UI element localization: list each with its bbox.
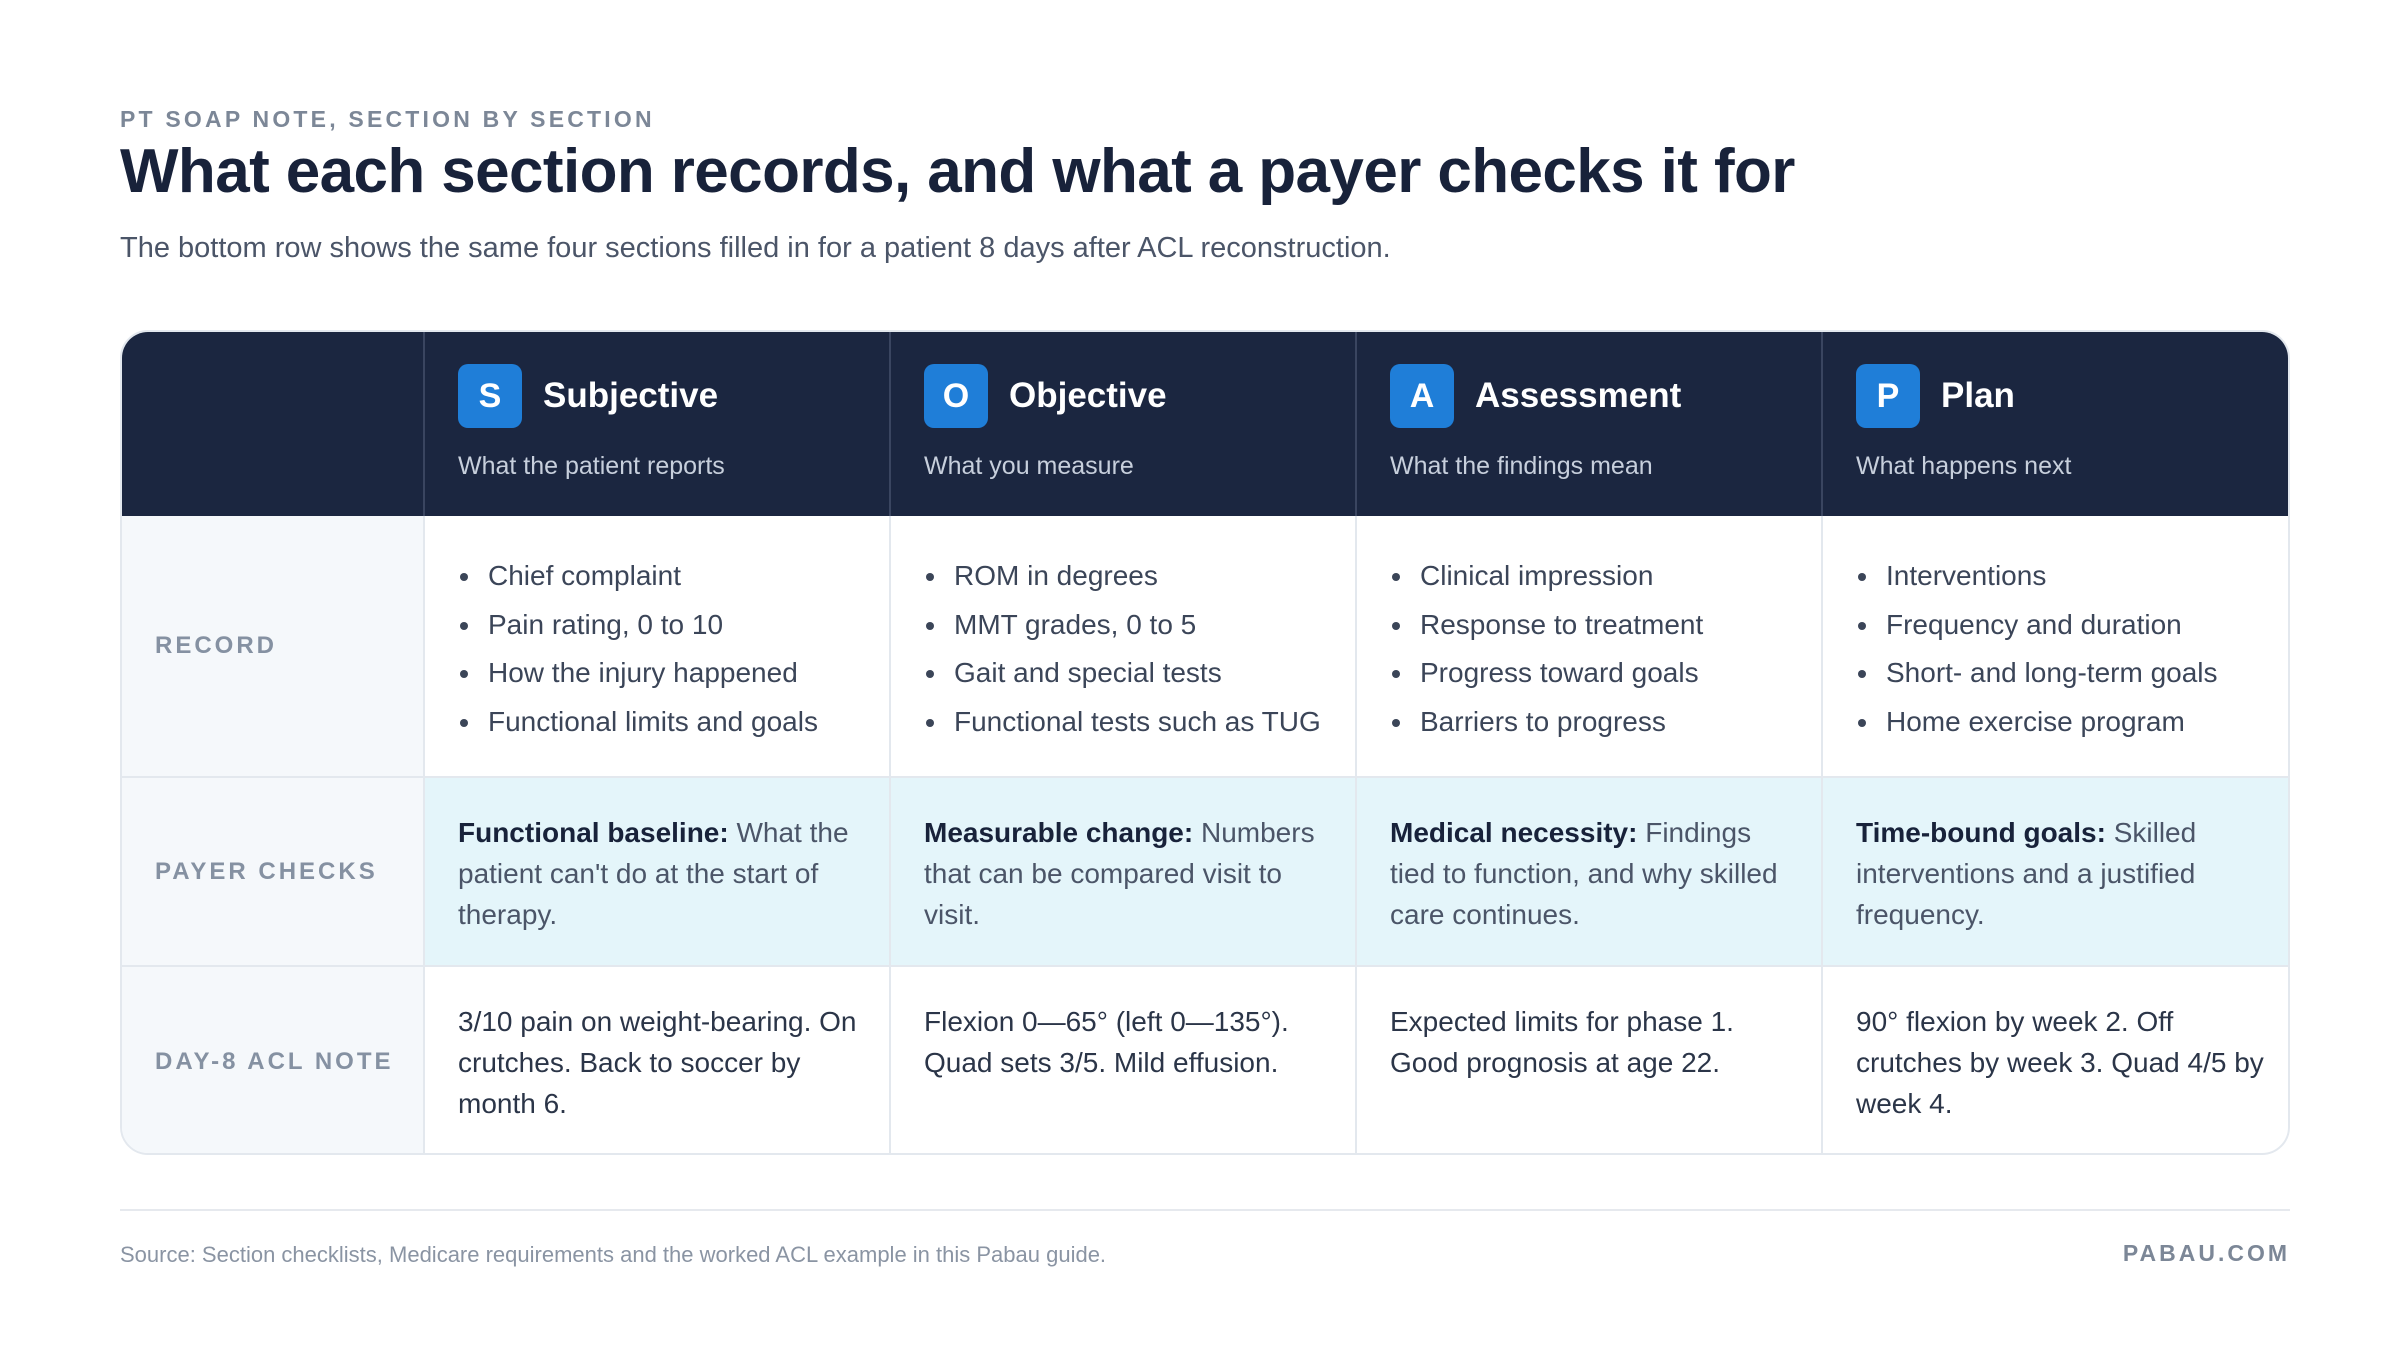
brand-link[interactable]: PABAU.COM <box>2122 1240 2290 1266</box>
soap-table <box>120 330 2290 1155</box>
subjective-letter-badge: S <box>458 364 522 428</box>
page <box>120 0 2290 1354</box>
list-item: Progress toward goals <box>1392 649 1821 698</box>
list-item: Gait and special tests <box>926 649 1355 698</box>
column-header-plan <box>1823 332 2290 516</box>
list-item: Barriers to progress <box>1392 698 1821 747</box>
column-header-assessment <box>1357 332 1823 516</box>
note-cell-assessment: Expected limits for phase 1. Good prognosis at age 22. <box>1357 967 1823 1155</box>
payer-cell-objective <box>891 778 1357 967</box>
page-title: What each section records, and what a payer checks it for <box>120 137 1795 206</box>
payer-check-title: Measurable change: <box>924 817 1194 848</box>
record-cell-objective <box>891 516 1357 778</box>
payer-check-text: What the patient can't do at the start of therapy. <box>458 817 849 930</box>
page-subtitle: The bottom row shows the same four sections filled in for a patient 8 days after ACL reconstruction. <box>120 232 1391 264</box>
payer-cell-subjective <box>425 778 891 967</box>
assessment-letter-badge: A <box>1390 364 1454 428</box>
note-cell-objective: Flexion 0—65° (left 0—135°). Quad sets 3/5. Mild effusion. <box>891 967 1357 1155</box>
list-item: Frequency and duration <box>1858 601 2290 650</box>
source-note: Source: Section checklists, Medicare requirements and the worked ACL example in this Pabau guide. <box>120 1242 1107 1267</box>
note-cell-plan: 90° flexion by week 2. Off crutches by week 3. Quad 4/5 by week 4. <box>1856 1006 2264 1119</box>
list-item: Interventions <box>1858 552 2290 601</box>
list-item: Pain rating, 0 to 10 <box>460 601 889 650</box>
list-item: MMT grades, 0 to 5 <box>926 601 1355 650</box>
plan-letter-badge: P <box>1856 364 1920 428</box>
list-item: How the injury happened <box>460 649 889 698</box>
eyebrow: PT SOAP NOTE, SECTION BY SECTION <box>120 106 655 132</box>
payer-cell-assessment <box>1357 778 1823 967</box>
payer-cell-plan <box>1823 778 2290 967</box>
list-item: Home exercise program <box>1858 698 2290 747</box>
record-cell-assessment <box>1357 516 1823 778</box>
footer-divider <box>120 1209 2290 1211</box>
column-description: What happens next <box>1856 452 2072 480</box>
payer-check-text: Skilled interventions and a justified frequency. <box>1856 817 2197 930</box>
list-item: Short- and long-term goals <box>1858 649 2290 698</box>
payer-check-title: Functional baseline: <box>458 817 729 848</box>
list-item: Chief complaint <box>460 552 889 601</box>
list-item: Functional tests such as TUG <box>926 698 1355 747</box>
payer-check-text: Numbers that can be compared visit to visit. <box>924 817 1315 930</box>
list-item: ROM in degrees <box>926 552 1355 601</box>
column-title: Subjective <box>543 376 719 415</box>
record-cell-subjective <box>425 516 891 778</box>
objective-letter-badge: O <box>924 364 988 428</box>
header-corner <box>122 332 425 516</box>
row-label-record: RECORD <box>122 516 425 778</box>
column-header-subjective <box>425 332 891 516</box>
note-cell-subjective: 3/10 pain on weight-bearing. On crutches. Back to soccer by month 6. <box>425 967 891 1155</box>
payer-check-title: Medical necessity: <box>1390 817 1638 848</box>
column-title: Objective <box>1009 376 1167 415</box>
list-item: Response to treatment <box>1392 601 1821 650</box>
list-item: Functional limits and goals <box>460 698 889 747</box>
column-description: What the patient reports <box>458 452 725 480</box>
payer-check-text: Findings tied to function, and why skilled care continues. <box>1390 817 1778 930</box>
column-title: Assessment <box>1475 376 1682 415</box>
list-item: Clinical impression <box>1392 552 1821 601</box>
payer-check-title: Time-bound goals: <box>1856 817 2106 848</box>
record-cell-plan <box>1823 516 2290 778</box>
column-description: What the findings mean <box>1390 452 1653 480</box>
column-title: Plan <box>1941 376 2015 415</box>
column-header-objective <box>891 332 1357 516</box>
row-label-payer-checks: PAYER CHECKS <box>122 778 425 967</box>
row-label-acl-note: DAY-8 ACL NOTE <box>122 967 425 1155</box>
column-description: What you measure <box>924 452 1134 480</box>
